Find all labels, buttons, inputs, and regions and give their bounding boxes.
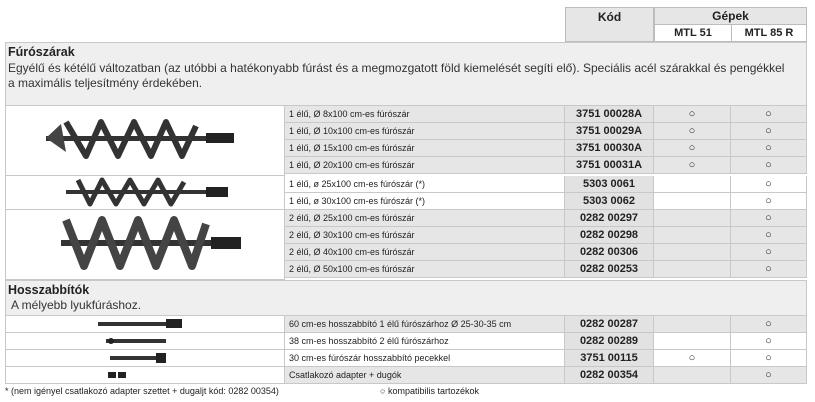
row-code: 3751 00115 [565,350,654,367]
footer-note: * (nem igényel csatlakozó adapter szettet + dugaljt kód: 0282 00354) [5,386,279,396]
extension-image-60cm [5,316,285,333]
compatible-circle-icon: ○ [380,386,386,396]
machine-mtl85r-header: MTL 85 R [731,24,807,42]
row-compat-mtl85r: ○ [731,333,807,350]
extension-image-38cm [5,333,285,350]
row-compat-mtl85r: ○ [731,106,807,123]
row-compat-mtl51 [654,333,731,350]
row-code: 0282 00297 [565,210,654,227]
row-compat-mtl51 [654,227,731,244]
machines-header [654,7,807,25]
adapter-plugs-icon [6,367,284,382]
row-code: 3751 00028A [565,106,654,123]
drill-image-single-large [5,176,285,210]
row-description: Csatlakozó adapter + dugók [285,367,565,384]
row-description: 1 élű, ø 30x100 cm-es fúrószár (*) [285,193,565,210]
row-compat-mtl51: ○ [654,106,731,123]
extensions-section-title: Hosszabbítók [8,283,90,297]
extension-38cm-icon [6,333,284,348]
row-code: 3751 00029A [565,123,654,140]
row-description: 2 élű, Ø 30x100 cm-es fúrószár [285,227,565,244]
row-description: 1 élű, Ø 10x100 cm-es fúrószár [285,123,565,140]
row-description: 2 élű, Ø 25x100 cm-es fúrószár [285,210,565,227]
row-compat-mtl85r: ○ [731,176,807,193]
row-compat-mtl85r: ○ [731,316,807,333]
row-compat-mtl51 [654,261,731,278]
row-compat-mtl85r: ○ [731,350,807,367]
drills-section-desc-line1: Egyélű és kétélű változatban (az utóbbi a hatékonyabb fúrást és a megmozgatott föld kiemelését segíti elő). Speciális acél szárakkal és pengékkel [8,61,785,75]
row-description: 60 cm-es hosszabbító 1 élű fúrószárhoz Ø 25-30-35 cm [285,316,565,333]
machines-header-label: Gépek [712,9,749,23]
row-description: 1 élű, Ø 15x100 cm-es fúrószár [285,140,565,157]
row-description: 2 élű, Ø 50x100 cm-es fúrószár [285,261,565,278]
row-code: 0282 00298 [565,227,654,244]
row-description: 30 cm-es fúrószár hosszabbító pecekkel [285,350,565,367]
row-compat-mtl85r: ○ [731,123,807,140]
row-code: 5303 0062 [565,193,654,210]
row-compat-mtl85r: ○ [731,244,807,261]
auger-single-large-icon [6,176,284,208]
row-description: 1 élű, ø 25x100 cm-es fúrószár (*) [285,176,565,193]
drill-image-single-small [5,106,285,176]
row-compat-mtl85r: ○ [731,227,807,244]
row-code: 5303 0061 [565,176,654,193]
extension-image-adapter [5,367,285,384]
row-compat-mtl85r: ○ [731,193,807,210]
row-code: 3751 00031A [565,157,654,174]
extension-30cm-pins-icon [6,350,284,365]
row-compat-mtl51 [654,210,731,227]
row-code: 0282 00306 [565,244,654,261]
extension-60cm-icon [6,316,284,331]
row-compat-mtl51 [654,193,731,210]
row-compat-mtl85r: ○ [731,157,807,174]
row-compat-mtl85r: ○ [731,367,807,384]
row-code: 0282 00354 [565,367,654,384]
drills-section-desc-line2: a maximális teljesítmény érdekében. [8,76,203,90]
extension-image-30cm [5,350,285,367]
row-description: 1 élű, Ø 8x100 cm-es fúrószár [285,106,565,123]
row-code: 0282 00287 [565,316,654,333]
drills-section-title: Fúrószárak [8,45,75,59]
row-compat-mtl51: ○ [654,123,731,140]
row-compat-mtl85r: ○ [731,210,807,227]
row-code: 0282 00253 [565,261,654,278]
drill-image-double [5,210,285,280]
row-description: 1 élű, Ø 20x100 cm-es fúrószár [285,157,565,174]
row-compat-mtl51: ○ [654,350,731,367]
row-compat-mtl51: ○ [654,157,731,174]
row-compat-mtl85r: ○ [731,261,807,278]
footer-legend-text: kompatibilis tartozékok [387,386,479,396]
auger-single-small-icon [6,106,284,174]
auger-double-icon [6,210,284,278]
row-description: 38 cm-es hosszabbító 2 élű fúrószárhoz [285,333,565,350]
code-header [565,7,654,42]
row-code: 0282 00289 [565,333,654,350]
row-code: 3751 00030A [565,140,654,157]
row-description: 2 élű, Ø 40x100 cm-es fúrószár [285,244,565,261]
extensions-section-desc: A mélyebb lyukfúráshoz. [11,298,142,312]
row-compat-mtl85r: ○ [731,140,807,157]
row-compat-mtl51 [654,316,731,333]
row-compat-mtl51: ○ [654,140,731,157]
footer-legend [380,386,479,396]
row-compat-mtl51 [654,367,731,384]
row-compat-mtl51 [654,244,731,261]
code-header-label: Kód [597,10,622,24]
row-compat-mtl51 [654,176,731,193]
machine-mtl51-header: MTL 51 [654,24,732,42]
